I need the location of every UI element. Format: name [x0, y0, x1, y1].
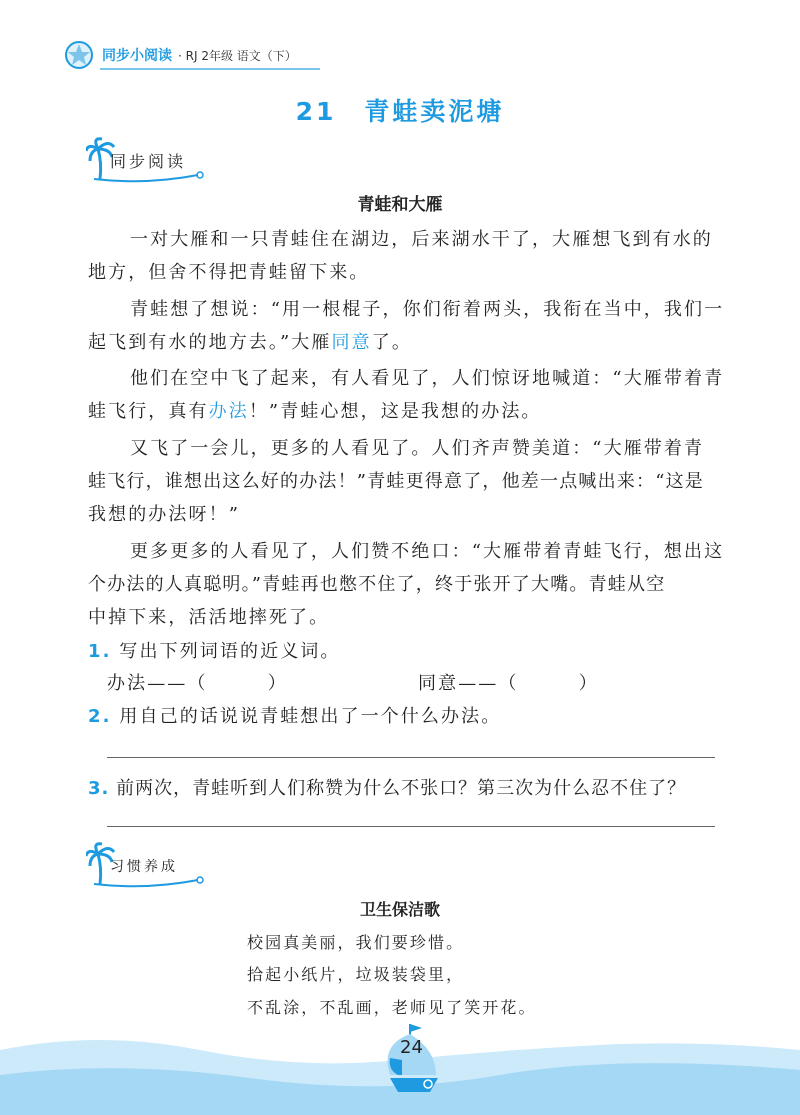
star-logo-icon	[62, 40, 96, 70]
story-text-segment: 了。	[371, 332, 412, 353]
story-text-segment: 我想的办法呀！”	[88, 504, 241, 525]
section-header-reading	[86, 135, 206, 185]
answer-line-3[interactable]	[107, 826, 715, 827]
page-number: 24	[400, 1037, 423, 1058]
section-label: 同步阅读	[110, 152, 187, 171]
answer-line-2[interactable]	[107, 757, 715, 758]
story-line	[130, 295, 724, 321]
story-title: 青蛙和大雁	[357, 195, 443, 215]
story-text-segment: 又飞了一会儿，更多的人看见了。人们齐声赞美道：“大雁带着青	[130, 438, 705, 459]
story-text-segment: 蛙飞行，谁想出这么好的办法！”青蛙更得意了，他差一点喊出来：“这是	[88, 471, 705, 492]
highlighted-word: 办法	[208, 401, 249, 422]
story-line	[88, 397, 542, 423]
story-line	[130, 434, 704, 460]
story-text-segment: 中掉下来，活活地摔死了。	[88, 607, 330, 628]
synonym-blank-2[interactable]: 同意——（ ）	[418, 673, 599, 694]
synonym-blank-1[interactable]: 办法——（ ）	[107, 673, 288, 694]
story-line	[88, 603, 329, 629]
highlighted-word: 同意	[331, 332, 372, 353]
story-line	[88, 500, 240, 526]
story-text-segment: 他们在空中飞了起来，有人看见了，人们惊讶地喊道：“大雁带着青	[130, 368, 725, 389]
question-text: 用自己的话说说青蛙想出了一个什么办法。	[119, 706, 502, 727]
story-text-segment: 地方，但舍不得把青蛙留下来。	[88, 262, 370, 283]
grade-info: · RJ 2年级 语文（下）	[178, 48, 297, 63]
sailboat-icon	[388, 1024, 439, 1092]
story-text-segment: 青蛙想了想说：“用一根棍子，你们衔着两头，我衔在当中，我们一	[130, 299, 725, 320]
question-number: 3.	[88, 778, 110, 799]
brand-name: 同步小阅读	[102, 48, 172, 64]
story-text-segment: 个办法的人真聪明。”青蛙再也憋不住了，终于张开了大嘴。青蛙从空	[88, 574, 666, 595]
question-3	[88, 774, 686, 800]
story-line	[88, 467, 704, 493]
poem-line: 拾起小纸片，垃圾装袋里，	[247, 965, 465, 984]
question-number: 1.	[88, 641, 112, 662]
story-line	[88, 328, 412, 354]
question-2	[88, 702, 501, 728]
story-line	[88, 258, 369, 284]
story-text-segment: 更多更多的人看见了，人们赞不绝口：“大雁带着青蛙飞行，想出这	[130, 541, 725, 562]
story-text-segment: ！”青蛙心想，这是我想的办法。	[248, 401, 542, 422]
lesson-title: 21 青蛙卖泥塘	[295, 97, 505, 126]
question-text: 前两次，青蛙听到人们称赞为什么不张口？第三次为什么忍不住了？	[116, 778, 687, 799]
question-number: 2.	[88, 706, 112, 727]
story-text-segment: 起飞到有水的地方去。”大雁	[88, 332, 332, 353]
story-line	[130, 364, 724, 390]
section-header-habits	[86, 840, 206, 890]
poem-title: 卫生保洁歌	[359, 900, 440, 919]
story-text-segment: 蛙飞行，真有	[88, 401, 209, 422]
story-line	[88, 570, 665, 596]
question-text: 写出下列词语的近义词。	[119, 641, 341, 662]
poem-line: 不乱涂，不乱画，老师见了笑开花。	[247, 998, 537, 1017]
question-1	[88, 637, 341, 663]
header	[62, 40, 297, 70]
story-line	[130, 225, 713, 251]
wave-footer	[0, 1020, 800, 1115]
header-divider	[100, 68, 320, 70]
section-label: 习惯养成	[110, 859, 178, 875]
story-line	[130, 537, 724, 563]
story-text-segment: 一对大雁和一只青蛙住在湖边，后来湖水干了，大雁想飞到有水的	[130, 229, 713, 250]
poem-line: 校园真美丽，我们要珍惜。	[247, 933, 465, 952]
